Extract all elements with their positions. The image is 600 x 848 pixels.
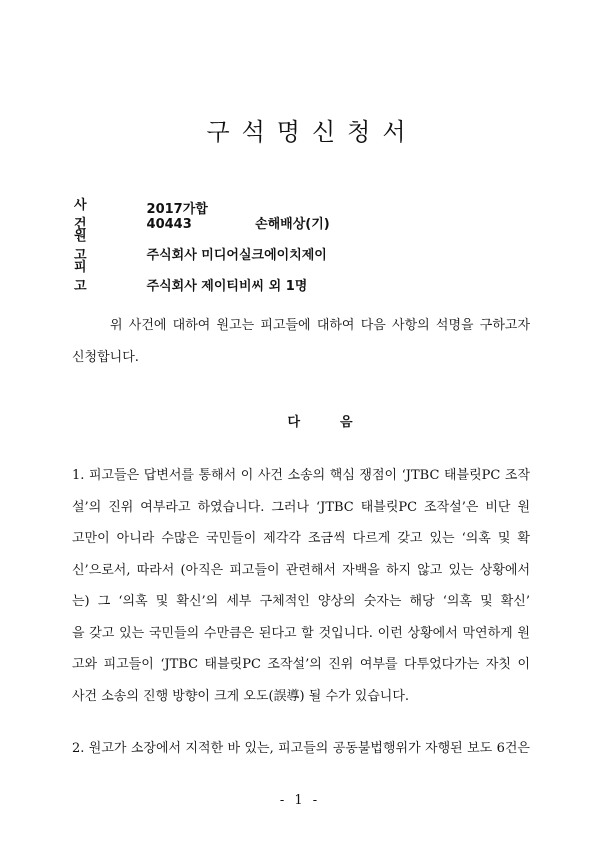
- case-value: 주식회사 제이티비씨 외 1명: [146, 279, 308, 294]
- para-line: 사건 소송의 진행 방향이 크게 오도(誤導) 될 수가 있습니다.: [72, 688, 410, 704]
- para-line: 1. 피고들은 답변서를 통해서 이 사건 소송의 핵심 쟁점이 ‘JTBC 태블릿PC 조작: [72, 468, 530, 483]
- intro-paragraph: [72, 310, 530, 373]
- page-number: - 1 -: [279, 793, 321, 808]
- para-line: 설’의 진위 여부라고 하였습니다. 그러나 ‘JTBC 태블릿PC 조작설’은 비단 원: [72, 499, 530, 515]
- case-label: 사건: [74, 198, 113, 232]
- paragraph-2: [72, 733, 530, 765]
- case-label: 원고: [74, 229, 113, 263]
- para-line: 신’으로서, 따라서 (아직은 피고들이 관련해서 자백을 하지 않고 있는 상황에서: [72, 562, 530, 578]
- para-line: 을 갖고 있는 국민들의 수만큼은 된다고 할 것입니다. 이런 상황에서 막연하게 원: [72, 625, 530, 641]
- case-row-defendant: [74, 256, 307, 294]
- intro-line: 신청합니다.: [72, 349, 139, 365]
- para-line: 2. 원고가 소장에서 지적한 바 있는, 피고들의 공동불법행위가 자행된 보도 6건은: [72, 741, 530, 756]
- case-value: 주식회사 미디어실크에이치제이: [146, 248, 327, 263]
- case-number: 2017가합40443: [146, 202, 208, 232]
- intro-line: 위 사건에 대하여 원고는 피고들에 대하여 다음 사항의 석명을 구하고자: [110, 318, 530, 333]
- case-value: 손해배상(기): [255, 217, 330, 232]
- para-line: 고와 피고들이 ‘JTBC 태블릿PC 조작설’의 진위 여부를 다투었다가는 자칫 이: [72, 657, 530, 672]
- case-label: 피고: [74, 260, 113, 294]
- para-line: 고만이 아니라 수많은 국민들이 제각각 조금씩 다르게 갖고 있는 ‘의혹 및 확: [72, 531, 530, 546]
- section-heading: 다음: [287, 415, 393, 430]
- para-line: 는) 그 ‘의혹 및 확신’의 세부 구체적인 양상의 숫자는 해당 ‘의혹 및 확신’: [72, 594, 530, 609]
- paragraph-1: [72, 460, 530, 712]
- document-title: 구석명신청서: [206, 118, 418, 146]
